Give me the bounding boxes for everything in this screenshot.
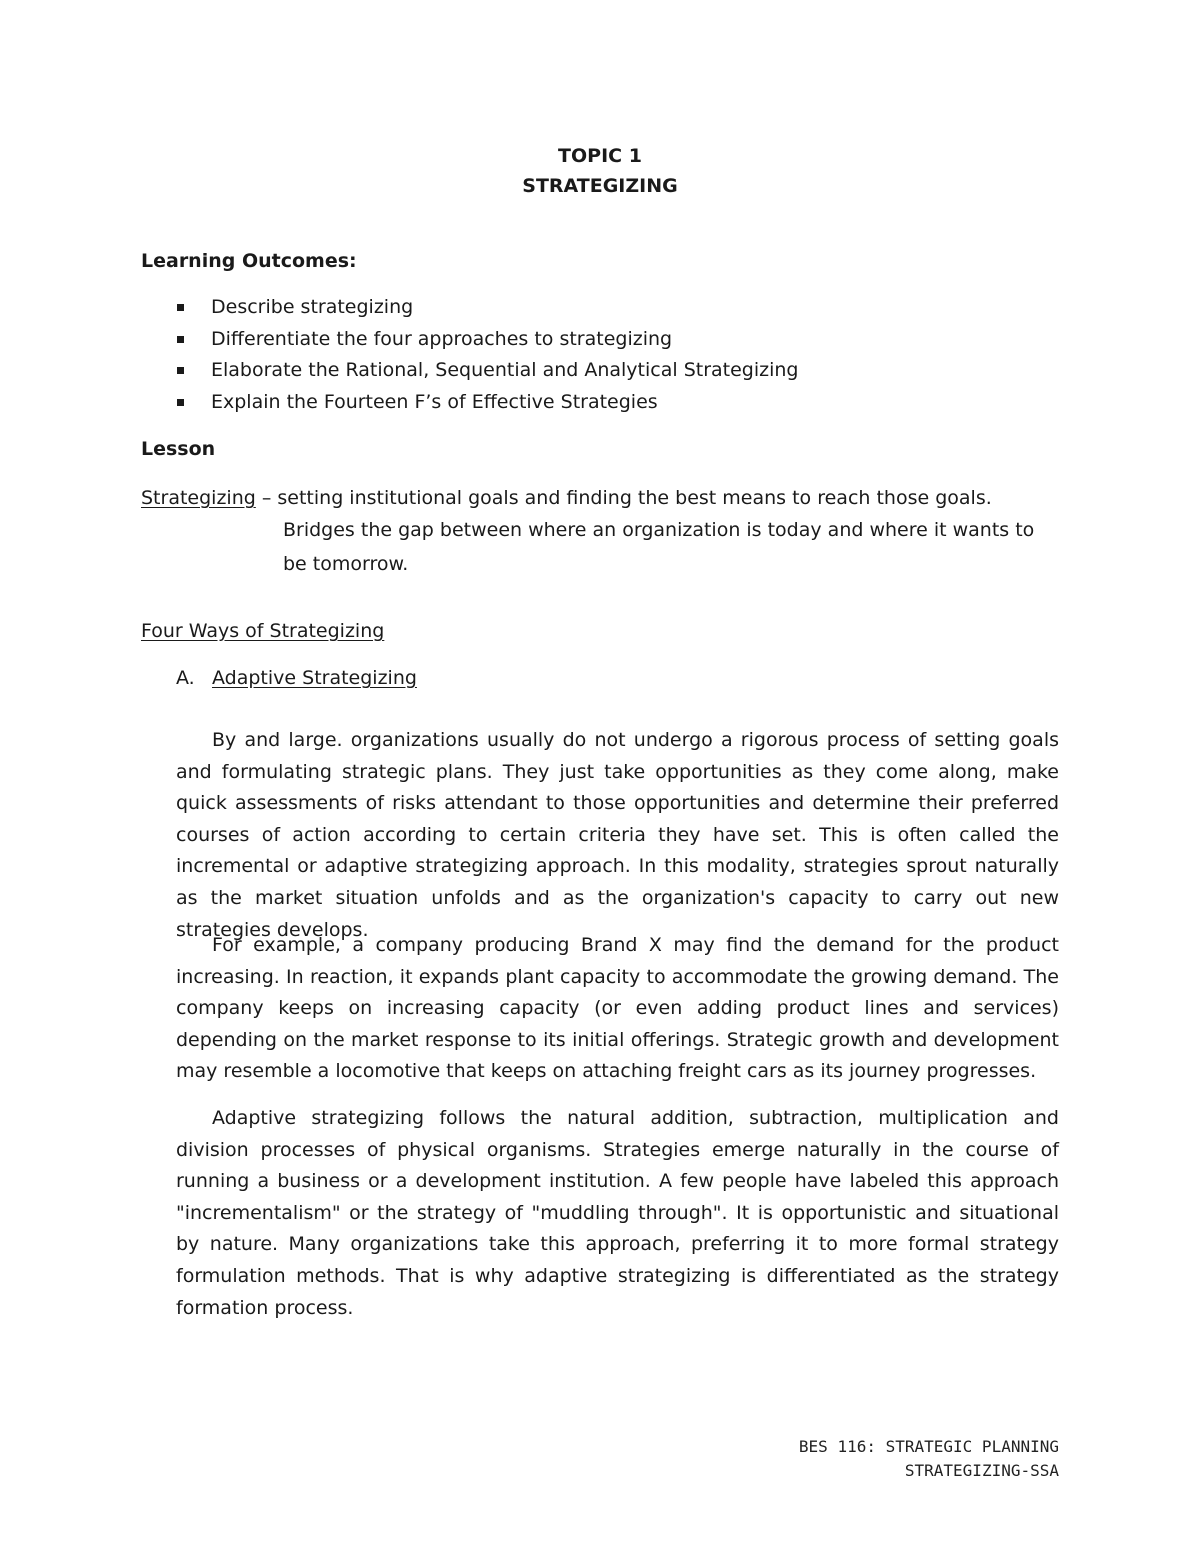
paragraph-text: For example, a company producing Brand X may find the demand for the product increasing. In reaction, it expands plant capacity to accommodate the growing demand. The company keeps on increasing capacity (or even adding product lines and services) depending on the market response to its initial offerings. Strategic growth and development may resemble a locomotive that keeps on attaching freight cars as its journey progresses. [176, 934, 1059, 1083]
square-bullet-icon [177, 367, 184, 374]
topic-title: STRATEGIZING [522, 175, 678, 197]
list-item [141, 324, 799, 356]
list-item-text: Differentiate the four approaches to strategizing [211, 327, 673, 350]
square-bullet-icon [177, 304, 184, 311]
list-item-text: Describe strategizing [211, 296, 414, 318]
definition-line [141, 481, 992, 515]
list-item [141, 292, 799, 324]
paragraph-text: By and large. organizations usually do not undergo a rigorous process of setting goals and formulating strategic plans. They just take opportunities as they come along, make quick assessments of risks attendant to those opportunities and determine their preferred courses of action according to certain criteria they have set. This is often called the incremental or adaptive strategizing approach. In this modality, strategies sprout naturally as the market situation unfolds and as the organization's capacity to carry out new strategies develops. [176, 729, 1059, 941]
subsection-title: Adaptive Strategizing [212, 667, 417, 689]
learning-outcomes-list [141, 292, 799, 418]
paragraph [176, 725, 1059, 946]
paragraph [176, 930, 1059, 1088]
definition-continuation: Bridges the gap between where an organization is today and where it wants to be tomorrow. [283, 519, 1035, 575]
list-item-text: Elaborate the Rational, Sequential and Analytical Strategizing [211, 359, 799, 381]
subsection-heading [176, 663, 417, 693]
definition-text: – setting institutional goals and finding the best means to reach those goals. [255, 487, 992, 509]
footer-course: BES 116: STRATEGIC PLANNING [798, 1437, 1059, 1456]
list-item-text: Explain the Fourteen F’s of Effective Strategies [211, 390, 658, 413]
paragraph [176, 1103, 1059, 1324]
section-heading: Four Ways of Strategizing [141, 620, 385, 642]
square-bullet-icon [177, 399, 184, 406]
paragraph-text: Adaptive strategizing follows the natural addition, subtraction, multiplication and division processes of physical organisms. Strategies emerge naturally in the course of running a business or a development institution. A few people have labeled this approach "incrementalism" or the strategy of "muddling through". It is opportunistic and situational by nature. Many organizations take this approach, preferring it to more formal strategy formulation methods. That is why adaptive strategizing is differentiated as the strategy formation process. [176, 1107, 1059, 1319]
square-bullet-icon [177, 336, 184, 343]
subsection-letter: A. [176, 667, 195, 689]
topic-number: TOPIC 1 [558, 145, 642, 167]
learning-outcomes-heading: Learning Outcomes: [141, 250, 357, 272]
list-item [141, 387, 799, 419]
lesson-heading: Lesson [141, 438, 216, 460]
footer-module: STRATEGIZING-SSA [904, 1461, 1059, 1480]
list-item [141, 355, 799, 387]
defined-term: Strategizing [141, 487, 256, 509]
page-footer [799, 1435, 1059, 1483]
